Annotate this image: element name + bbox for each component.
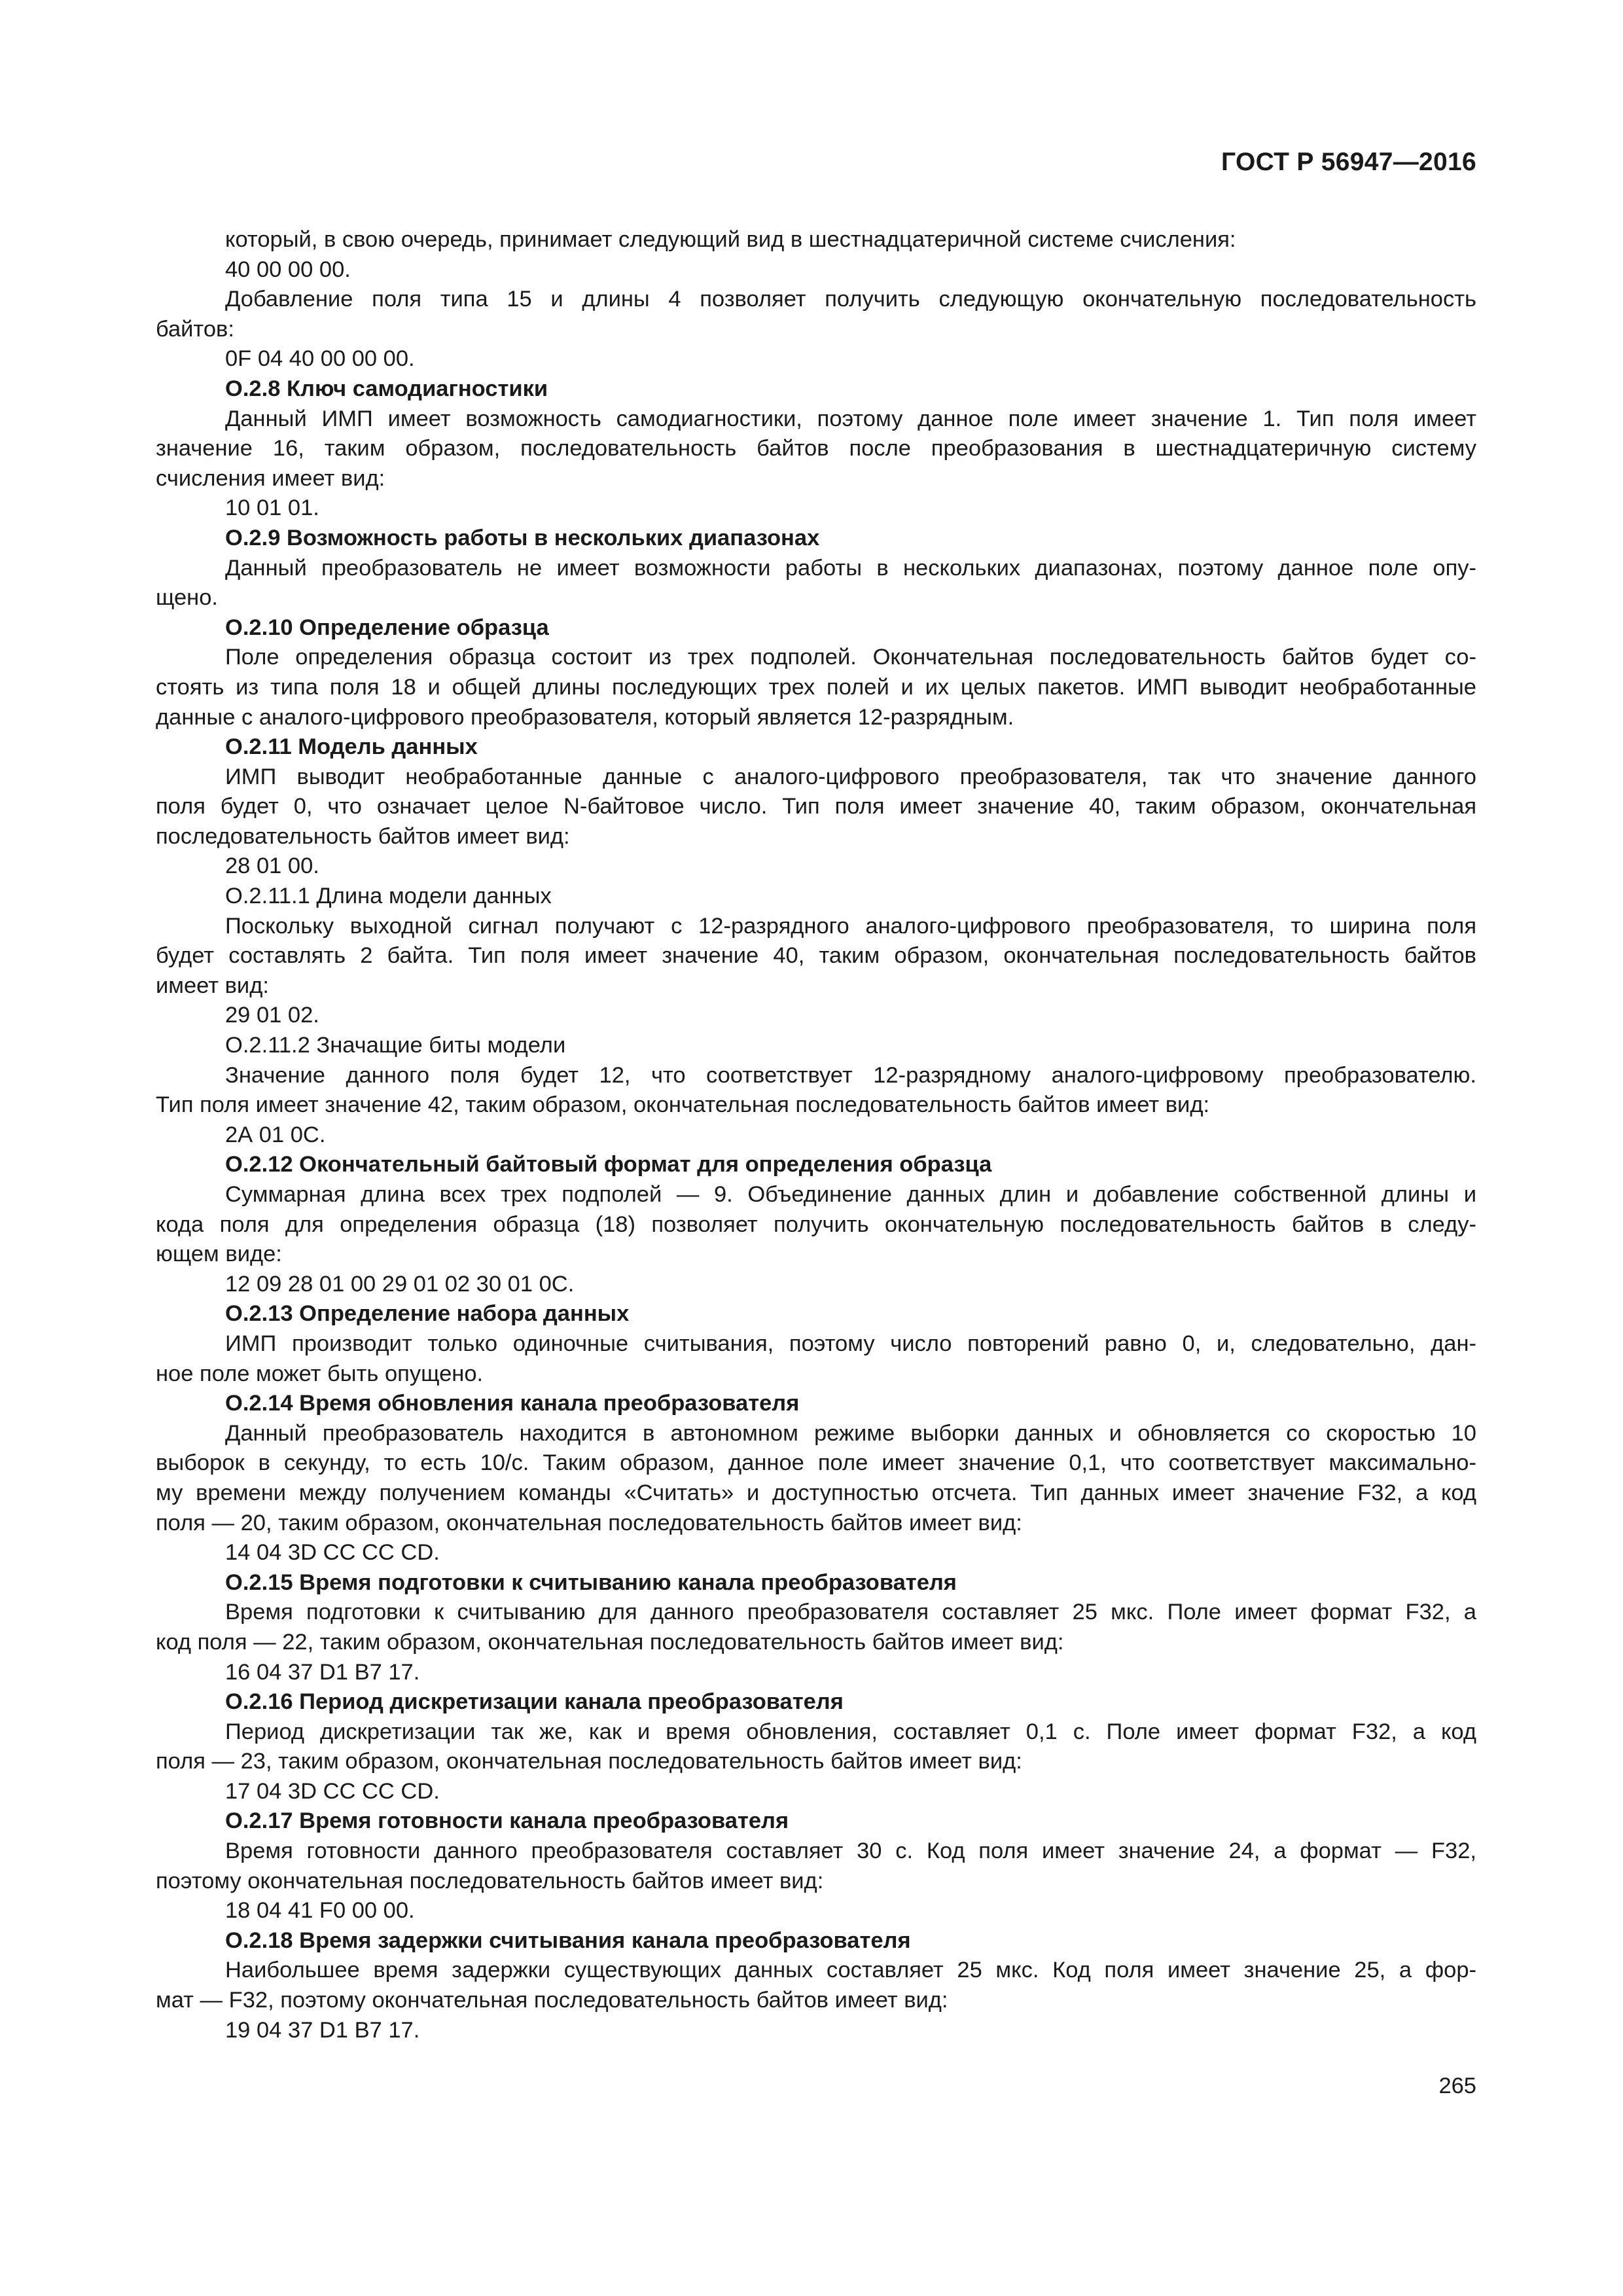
text-line: мат — F32, поэтому окончательная последовательность байтов имеет вид: bbox=[156, 1988, 948, 2013]
text-line: Время подготовки к считыванию для данного преобразователя составляет 25 мкс. Поле имеет формат F32, а bbox=[225, 1600, 1476, 1625]
text-line: Поле определения образца состоит из трех подполей. Окончательная последовательность байтов будет со- bbox=[225, 645, 1476, 670]
text-line: 12 09 28 01 00 29 01 02 30 01 0С. bbox=[225, 1271, 575, 1297]
text-line: счисления имеет вид: bbox=[156, 465, 385, 491]
text-line: кода поля для определения образца (18) позволяет получить окончательную последовательность байтов в следу- bbox=[156, 1211, 1476, 1237]
text-line: 40 00 00 00. bbox=[225, 257, 351, 282]
text-line: Время готовности данного преобразователя составляет 30 с. Код поля имеет значение 24, а формат — F32, bbox=[225, 1839, 1476, 1864]
section-heading: О.2.10 Определение образца bbox=[225, 615, 549, 640]
text-line: му времени между получением команды «Считать» и доступностью отсчета. Тип данных имеет значение F32, а код bbox=[156, 1480, 1476, 1505]
text-line: ное поле может быть опущено. bbox=[156, 1361, 484, 1386]
section-heading: О.2.12 Окончательный байтовый формат для определения образца bbox=[225, 1152, 992, 1177]
text-line: Тип поля имеет значение 42, таким образом, окончательная последовательность байтов имеет вид: bbox=[156, 1092, 1210, 1118]
text-line: байтов: bbox=[156, 316, 234, 342]
section-heading: О.2.16 Период дискретизации канала преобразователя bbox=[225, 1689, 844, 1715]
text-line: Данный преобразователь не имеет возможности работы в нескольких диапазонах, поэтому данное поле опу- bbox=[225, 555, 1476, 581]
text-line: ющем виде: bbox=[156, 1242, 282, 1267]
text-line: Данный ИМП имеет возможность самодиагностики, поэтому данное поле имеет значение 1. Тип поля имеет bbox=[225, 406, 1476, 431]
text-line: 18 04 41 F0 00 00. bbox=[225, 1898, 415, 1924]
section-heading: О.2.11 Модель данных bbox=[225, 734, 478, 760]
text-line: О.2.11.2 Значащие биты модели bbox=[225, 1033, 566, 1058]
text-line: 10 01 01. bbox=[225, 495, 319, 521]
text-line: поля будет 0, что означает целое N-байтовое число. Тип поля имеет значение 40, таким образом, окончательная bbox=[156, 794, 1476, 819]
text-line: последовательность байтов имеет вид: bbox=[156, 823, 570, 849]
text-line: 28 01 00. bbox=[225, 853, 319, 879]
text-line: 0F 04 40 00 00 00. bbox=[225, 346, 415, 372]
section-heading: О.2.9 Возможность работы в нескольких диапазонах bbox=[225, 525, 820, 550]
text-line: значение 16, таким образом, последовательность байтов после преобразования в шестнадцатеричную систему bbox=[156, 436, 1476, 461]
section-heading: О.2.8 Ключ самодиагностики bbox=[225, 376, 548, 401]
page-number: 265 bbox=[1438, 2073, 1476, 2098]
text-line: Период дискретизации так же, как и время обновления, составляет 0,1 с. Поле имеет формат F32, а код bbox=[225, 1719, 1476, 1744]
standard-designation: ГОСТ Р 56947—2016 bbox=[1221, 148, 1476, 176]
section-heading: О.2.14 Время обновления канала преобразователя bbox=[225, 1391, 800, 1416]
text-line: Добавление поля типа 15 и длины 4 позволяет получить следующую окончательную последовательность bbox=[225, 287, 1476, 312]
section-heading: О.2.15 Время подготовки к считыванию канала преобразователя bbox=[225, 1570, 957, 1595]
text-line: 14 04 3D CC CC CD. bbox=[225, 1540, 440, 1566]
text-line: 16 04 37 D1 B7 17. bbox=[225, 1659, 420, 1685]
text-line: поля — 23, таким образом, окончательная последовательность байтов имеет вид: bbox=[156, 1749, 1022, 1774]
text-line: Данный преобразователь находится в автономном режиме выборки данных и обновляется со скоростью 10 bbox=[225, 1420, 1476, 1446]
text-line: Суммарная длина всех трех подполей — 9. Объединение данных длин и добавление собственной длины и bbox=[225, 1182, 1476, 1207]
text-line: О.2.11.1 Длина модели данных bbox=[225, 884, 552, 909]
text-line: 29 01 02. bbox=[225, 1003, 319, 1028]
text-line: который, в свою очередь, принимает следующий вид в шестнадцатеричной системе счисления: bbox=[225, 227, 1236, 252]
section-heading: О.2.18 Время задержки считывания канала преобразователя bbox=[225, 1928, 911, 1953]
text-line: выборок в секунду, то есть 10/с. Таким образом, данное поле имеет значение 0,1, что соответствует максимально- bbox=[156, 1450, 1476, 1476]
text-line: код поля — 22, таким образом, окончательная последовательность байтов имеет вид: bbox=[156, 1629, 1064, 1655]
text-line: ИМП производит только одиночные считывания, поэтому число повторений равно 0, и, следовательно, дан- bbox=[225, 1331, 1476, 1356]
section-heading: О.2.17 Время готовности канала преобразователя bbox=[225, 1808, 789, 1834]
page-body bbox=[156, 225, 1476, 2045]
text-line: Поскольку выходной сигнал получают с 12-разрядного аналого-цифрового преобразователя, то ширина поля bbox=[225, 913, 1476, 939]
text-line: стоять из типа поля 18 и общей длины последующих трех полей и их целых пакетов. ИМП выводит необработанные bbox=[156, 674, 1476, 700]
text-line: будет составлять 2 байта. Тип поля имеет значение 40, таким образом, окончательная последовательность байтов bbox=[156, 943, 1476, 969]
text-line: данные с аналого-цифрового преобразователя, который является 12-разрядным. bbox=[156, 704, 1014, 730]
text-line: 19 04 37 D1 B7 17. bbox=[225, 2017, 420, 2043]
text-line: Наибольшее время задержки существующих данных составляет 25 мкс. Код поля имеет значение 25, а фор- bbox=[225, 1958, 1476, 1983]
text-line: имеет вид: bbox=[156, 973, 269, 998]
text-line: 17 04 3D CC CC CD. bbox=[225, 1778, 440, 1804]
section-heading: О.2.13 Определение набора данных bbox=[225, 1301, 630, 1327]
text-line: ИМП выводит необработанные данные с аналого-цифрового преобразователя, так что значение данного bbox=[225, 764, 1476, 789]
text-line: поля — 20, таким образом, окончательная последовательность байтов имеет вид: bbox=[156, 1510, 1022, 1535]
text-line: 2А 01 0С. bbox=[225, 1122, 326, 1147]
text-line: щено. bbox=[156, 585, 219, 611]
text-line: Значение данного поля будет 12, что соответствует 12-разрядному аналого-цифровому преобразователю. bbox=[225, 1062, 1476, 1088]
text-line: поэтому окончательная последовательность байтов имеет вид: bbox=[156, 1868, 824, 1893]
